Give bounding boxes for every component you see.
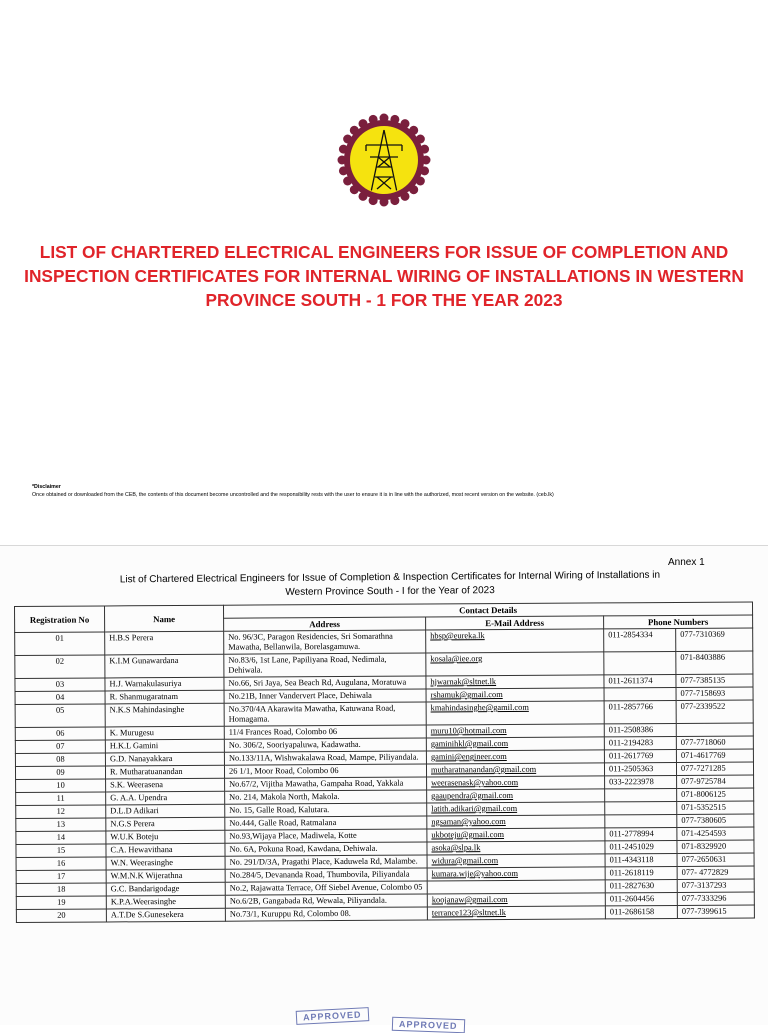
address-cell: No. 306/2, Sooriyapaluwa, Kadawatha.: [224, 738, 426, 752]
name-cell: K. Murugesu: [105, 726, 224, 740]
phone1-cell: [604, 651, 676, 674]
phone2-cell: 077-7310369: [676, 628, 753, 651]
phone1-cell: 011-2854334: [604, 628, 676, 651]
registration-no-cell: 14: [16, 831, 106, 845]
phone1-cell: 011-2194283: [604, 736, 676, 749]
address-cell: No.6/2B, Gangabada Rd, Wewala, Piliyandala.: [225, 894, 427, 908]
header-contact-details: Contact Details: [223, 602, 752, 618]
name-cell: W.U.K Boteju: [106, 830, 225, 844]
address-cell: No.444, Galle Road, Ratmalana: [225, 816, 427, 830]
name-cell: R. Mutharatuanandan: [105, 765, 224, 779]
header-registration-no: Registration No: [15, 606, 105, 633]
name-cell: C.A. Hewavithana: [106, 843, 225, 857]
registration-no-cell: 13: [16, 818, 106, 832]
name-cell: N.G.S Perera: [106, 817, 225, 831]
registration-no-cell: 18: [16, 883, 106, 897]
phone1-cell: [605, 814, 677, 827]
phone2-cell: 071-8329920: [677, 840, 754, 853]
registration-no-cell: 12: [16, 805, 106, 819]
name-cell: G. A.A. Upendra: [106, 791, 225, 805]
engineers-table-wrapper: [14, 601, 754, 923]
header-email: E-Mail Address: [426, 616, 604, 630]
registration-no-cell: 15: [16, 844, 106, 858]
name-cell: H.B.S Perera: [105, 631, 224, 655]
registration-no-cell: 04: [15, 691, 105, 705]
phone1-cell: 011-2505363: [604, 762, 676, 775]
phone2-cell: 077-2339522: [676, 700, 753, 723]
phone2-cell: 077-7158693: [676, 687, 753, 700]
phone2-cell: [676, 723, 753, 736]
email-cell: koojanaw@gmail.com: [427, 893, 605, 907]
document-title: LIST OF CHARTERED ELECTRICAL ENGINEERS FOR ISSUE OF COMPLETION AND INSPECTION CERTIFICATES FOR INTERNAL WIRING OF INSTALLATIONS IN WESTERN PROVINCE SOUTH - 1 FOR THE YEAR 2023: [24, 242, 744, 310]
email-cell: kmahindasinghe@gamil.com: [426, 701, 604, 725]
name-cell: G.D. Nanayakkara: [105, 752, 224, 766]
phone1-cell: 011-2827630: [605, 879, 677, 892]
phone1-cell: 011-2451029: [605, 840, 677, 853]
registration-no-cell: 08: [15, 753, 105, 767]
header-phone: Phone Numbers: [604, 615, 753, 629]
phone1-cell: 011-2857766: [604, 700, 676, 723]
registration-no-cell: 07: [15, 740, 105, 754]
phone1-cell: 011-2686158: [605, 905, 677, 918]
phone1-cell: 011-2611374: [604, 674, 676, 687]
email-cell: muru10@hotmail.com: [426, 724, 604, 738]
name-cell: A.T.De S.Gunesekera: [106, 908, 225, 922]
header-name: Name: [105, 605, 224, 632]
disclaimer-heading: *Disclaimer: [32, 484, 61, 490]
email-cell: gamini@engineer.com: [426, 750, 604, 764]
email-cell: ukboteju@gmail.com: [427, 828, 605, 842]
phone1-cell: 033-2223978: [605, 775, 677, 788]
disclaimer: [32, 483, 752, 499]
registration-no-cell: 10: [16, 779, 106, 793]
email-cell: mutharatnanandan@gmail.com: [426, 763, 604, 777]
address-cell: No. 15, Galle Road, Kalutara.: [225, 803, 427, 817]
name-cell: S.K. Weerasena: [106, 778, 225, 792]
phone2-cell: 071-4254593: [677, 827, 754, 840]
phone1-cell: 011-2508386: [604, 723, 676, 736]
registration-no-cell: 19: [16, 896, 106, 910]
email-cell: rshamuk@gmail.com: [426, 688, 604, 702]
annex-title-line1: List of Chartered Electrical Engineers for Issue of Completion & Inspection Certificates for Internal Wiring of Installations in: [119, 569, 661, 586]
registration-no-cell: 02: [15, 655, 105, 679]
email-cell: gaaupendra@gmail.com: [427, 789, 605, 803]
phone2-cell: 077- 4772829: [677, 866, 754, 879]
phone2-cell: 077-2650631: [677, 853, 754, 866]
address-cell: No.83/6, 1st Lane, Papiliyana Road, Nedimala, Dehiwala.: [224, 653, 426, 677]
registration-no-cell: 03: [15, 678, 105, 692]
email-cell: latith.adikari@gmail.com: [427, 802, 605, 816]
phone1-cell: [605, 801, 677, 814]
phone2-cell: 071-5352515: [677, 801, 754, 814]
email-cell: [427, 880, 605, 894]
address-cell: No.21B, Inner Vandervert Place, Dehiwala: [224, 689, 426, 703]
phone2-cell: 071-8403886: [676, 651, 753, 674]
name-cell: H.J. Warnakulasuriya: [105, 677, 224, 691]
phone2-cell: 077-7380605: [677, 814, 754, 827]
address-cell: No. 214, Makola North, Makola.: [225, 790, 427, 804]
email-cell: asoka@slpa.lk: [427, 841, 605, 855]
phone1-cell: 011-4343118: [605, 853, 677, 866]
email-cell: weerasenask@yahoo.com: [427, 776, 605, 790]
phone2-cell: 077-9725784: [677, 775, 754, 788]
address-cell: No.284/5, Devananda Road, Thumbovila, Piliyandala: [225, 868, 427, 882]
address-cell: No.370/4A Akarawita Mawatha, Katuwana Road, Homagama.: [224, 702, 426, 726]
address-cell: 26 1/1, Moor Road, Colombo 06: [224, 764, 426, 778]
phone1-cell: 011-2778994: [605, 827, 677, 840]
name-cell: D.L.D Adikari: [106, 804, 225, 818]
email-cell: gaminihkl@gmail.com: [426, 737, 604, 751]
annex-page: [0, 545, 768, 1032]
registration-no-cell: 11: [16, 792, 106, 806]
email-cell: hbsp@eureka.lk: [426, 629, 604, 653]
registration-no-cell: 20: [16, 909, 106, 923]
address-cell: No.73/1, Kuruppu Rd, Colombo 08.: [225, 907, 427, 921]
email-cell: ngsaman@yahoo.com: [427, 815, 605, 829]
table-body: [15, 628, 755, 923]
phone1-cell: [605, 788, 677, 801]
phone2-cell: 071-4617769: [676, 749, 753, 762]
email-cell: hjwarnak@sltnet.lk: [426, 675, 604, 689]
registration-no-cell: 06: [15, 727, 105, 741]
phone1-cell: 011-2618119: [605, 866, 677, 879]
engineers-table: [14, 601, 755, 923]
email-cell: kumara.wije@yahoo.com: [427, 867, 605, 881]
approved-stamp: APPROVED: [296, 1007, 369, 1025]
address-cell: No.93,Wijaya Place, Madiwela, Kotte: [225, 829, 427, 843]
phone2-cell: 077-7271285: [676, 762, 753, 775]
registration-no-cell: 01: [15, 632, 105, 656]
address-cell: No. 96/3C, Paragon Residencies, Sri Somarathna Mawatha, Bellanwila, Borelasgamuwa.: [224, 630, 426, 654]
name-cell: G.C. Bandarigodage: [106, 882, 225, 896]
registration-no-cell: 09: [15, 766, 105, 780]
address-cell: 11/4 Frances Road, Colombo 06: [224, 725, 426, 739]
disclaimer-text: Once obtained or downloaded from the CEB, the contents of this document become uncontrolled and the responsibility rests with the user to ensure it is in line with the authorized, most recent version on the website. (ceb.lk): [32, 492, 554, 498]
phone2-cell: 077-7399615: [677, 905, 754, 918]
phone2-cell: 077-7718060: [676, 736, 753, 749]
address-cell: No.133/11A, Wishwakalawa Road, Mampe, Piliyandala.: [224, 751, 426, 765]
phone2-cell: 077-7333296: [677, 892, 754, 905]
name-cell: N.K.S Mahindasinghe: [105, 703, 224, 727]
registration-no-cell: 05: [15, 704, 105, 728]
phone1-cell: 011-2617769: [604, 749, 676, 762]
phone1-cell: 011-2604456: [605, 892, 677, 905]
phone2-cell: 077-7385135: [676, 674, 753, 687]
ceb-logo-icon: [334, 105, 434, 215]
phone2-cell: 071-8006125: [677, 788, 754, 801]
address-cell: No.2, Rajawatta Terrace, Off Siebel Avenue, Colombo 05: [225, 881, 427, 895]
header-address: Address: [224, 617, 426, 631]
name-cell: R. Shanmugaratnam: [105, 690, 224, 704]
address-cell: No. 6A, Pokuna Road, Kawdana, Dehiwala.: [225, 842, 427, 856]
address-cell: No.66, Sri Jaya, Sea Beach Rd, Augulana, Moratuwa: [224, 676, 426, 690]
address-cell: No. 291/D/3A, Pragathi Place, Kaduwela Rd, Malambe.: [225, 855, 427, 869]
phone1-cell: [604, 687, 676, 700]
email-cell: widura@gmail.com: [427, 854, 605, 868]
name-cell: K.I.M Gunawardana: [105, 654, 224, 678]
registration-no-cell: 16: [16, 857, 106, 871]
annex-title-line2: Western Province South - I for the Year of 2023: [285, 585, 495, 598]
name-cell: H.K.L Gamini: [105, 739, 224, 753]
name-cell: W.M.N.K Wijerathna: [106, 869, 225, 883]
name-cell: W.N. Weerasinghe: [106, 856, 225, 870]
approved-stamp: APPROVED: [392, 1017, 465, 1033]
email-cell: kosala@iee.org: [426, 652, 604, 676]
annex-label: Annex 1: [668, 557, 705, 568]
email-cell: terrance123@sltnet.lk: [427, 906, 605, 920]
registration-no-cell: 17: [16, 870, 106, 884]
name-cell: K.P.A.Weerasinghe: [106, 895, 225, 909]
annex-title: [70, 568, 710, 602]
address-cell: No.67/2, Vijitha Mawatha, Gampaha Road, Yakkala: [225, 777, 427, 791]
phone2-cell: 077-3137293: [677, 879, 754, 892]
